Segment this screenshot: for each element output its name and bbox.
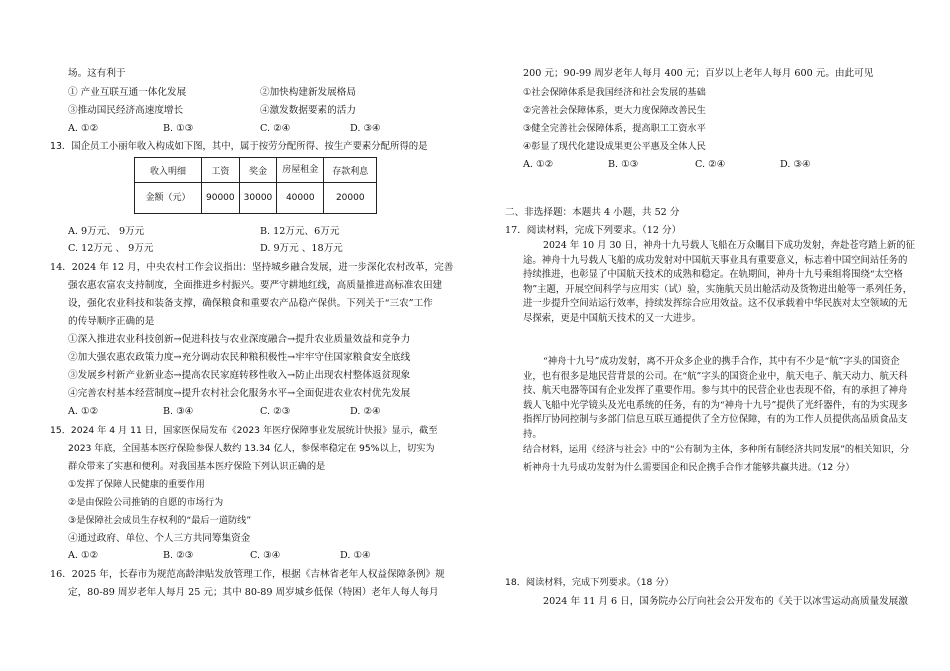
q15-option-4: ④通过政府、单位、个人三方共同筹集资金 [68,533,251,544]
q13-answer-c: C. 12万元 、 9万元 [68,243,154,254]
section-2-heading: 二、非选择题：本题共 4 小题，共 52 分 [505,207,680,218]
q16-answer-c: C. ②④ [695,159,726,170]
table-cell: 90000 [202,183,240,214]
q12-answer-b: B. ①③ [163,123,194,134]
table-cell: 20000 [324,183,377,214]
q16-answer-b: B. ①③ [608,159,639,170]
table-header-cell: 工资 [202,158,240,183]
income-table [134,157,377,214]
q15-option-3: ③是保障社会成员生存权利的“最后一道防线” [68,515,252,526]
q12-answer-c: C. ②④ [260,123,291,134]
q15-option-1: ①发挥了保障人民健康的重要作用 [68,479,205,490]
q15-line-3: 群众带来了实惠和便利。对我国基本医疗保险下列认识正确的是 [68,461,326,472]
q14-answer-b: B. ③④ [163,406,194,417]
q16-line-1: 16．2025 年，长春市为规范高龄津贴发放管理工作，根据《吉林省老年人权益保障条例》规 [50,569,445,580]
q12-tail: 场。这有利于 [68,68,126,79]
q15-answer-b: B. ②③ [163,550,194,561]
table-cell: 30000 [239,183,277,214]
table-header-cell: 存款利息 [324,158,377,183]
q12-option-2: ②加快构建新发展格局 [260,87,356,98]
q16-continuation: 200 元；90-99 周岁老年人每月 400 元；百岁以上老年人每月 600 元。由此可见 [523,68,874,79]
q14-answer-d: D. ②④ [350,406,381,417]
q15-answer-a: A. ①② [68,550,99,561]
q15-line-2: 2023 年底，全国基本医疗保险参保人数约 13.34 亿人，参保率稳定在 95%以上，切实为 [68,443,435,454]
q16-answer-d: D. ③④ [780,159,811,170]
table-row-label: 金额（元） [135,183,202,214]
q14-option-3: ③发展乡村新产业新业态→提高农民家庭转移性收入→防止出现农村整体返贫现象 [68,370,411,381]
q16-option-2: ②完善社会保障体系，更大力度保障改善民生 [523,105,706,116]
q13-answer-b: B. 12万元、6万元 [260,226,340,237]
table-header-cell: 奖金 [239,158,277,183]
q14-option-2: ②加大强农惠农政策力度→充分调动农民种粮积极性→牢牢守住国家粮食安全底线 [68,352,411,363]
q12-answer-d: D. ③④ [350,123,381,134]
table-header-cell: 房屋租金 [277,158,324,183]
q13-answer-a: A. 9万元、 9万元 [68,226,145,237]
q18-material-paragraph-1: 2024 年 11 月 6 日，国务院办公厅向社会公开发布的《关于以冰雪运动高质量发展激 [543,596,908,607]
q14-option-1: ①深入推进农业科技创新→促进科技与农业深度融合→提升农业质量效益和竞争力 [68,334,411,345]
q16-option-4: ④彰显了现代化建设成果更公平惠及全体人民 [523,141,706,152]
q14-line-1: 14．2024 年 12 月，中央农村工作会议指出：坚持城乡融合发展，进一步深化农村改革，完善 [50,262,454,273]
q16-answer-a: A. ①② [523,159,554,170]
q15-answer-c: C. ③④ [250,550,281,561]
q14-line-3: 设，强化农业科技和装备支撑，确保粮食和重要农产品稳产保供。下列关于“三农”工作 [68,298,433,309]
q13-answer-d: D. 9万元 、18万元 [260,243,343,254]
q17-heading: 17．阅读材料，完成下列要求。（12 分） [505,225,682,236]
q17-requirement: 结合材料，运用《经济与社会》中的“公有制为主体，多种所有制经济共同发展”的相关知识，分析神舟十九号成功发射为什么需要国企和民企携手合作才能够共赢共进。（12 分） [523,444,910,473]
q17-material-paragraph-1: 2024 年 10 月 30 日，神舟十九号载人飞船在万众瞩目下成功发射，奔赴苍穹踏上新的征途。神舟十九号载人飞船的成功发射对中国航天事业具有重要意义，标志着中国空间站任务的持续推进，也彰显了中国航天技术的成熟和稳定。在轨期间，神舟十九号乘组将围绕“太空格物”主题，开展空间科学与应用实（试）验，实施航天员出舱活动及货物进出舱等一系列任务，进一步提升空间站运行效率，持续发挥综合应用效益。这不仅承载着中华民族对太空领域的无尽探索，更是中国航天技术的又一大进步。 [523,240,915,324]
table-header-cell: 收入明细 [135,158,202,183]
q13-stem: 13．国企员工小丽年收入构成如下图，其中，属于按劳分配所得、按生产要素分配所得的是 [50,141,428,152]
q12-answer-a: A. ①② [68,123,99,134]
q17-material-paragraph-2: “神舟十九号”成功发射，离不开众多企业的携手合作，其中有不少是“航”字头的国资企业，也有很多是地民营背景的公司。在“航”字头的国资企业中，航天电子、航天动力、航天科技、航天电器等国有企业发挥了重要作用。参与其中的民营企业也表现不俗，有的承担了神舟载人飞船中光学镜头及光电系统的任务，有的为“神舟十九号”提供了光纤器件，有的为实现多指挥厅协同控制与多部门信息互联互通提供了全方位保障，有的为工作人员提供高品质食品支持。 [523,356,908,440]
q14-answer-c: C. ②③ [260,406,291,417]
q14-line-2: 强农惠农富农支持制度，全面推进乡村振兴。要严守耕地红线，高质量推进高标准农田建 [68,280,443,291]
q14-line-4: 的传导顺序正确的是 [68,316,155,327]
q15-option-2: ②是由保险公司推销的自愿的市场行为 [68,497,224,508]
q16-option-3: ③健全完善社会保障体系，提高职工工资水平 [523,123,706,134]
q18-heading: 18．阅读材料，完成下列要求。（18 分） [505,577,674,588]
q16-line-2: 定，80-89 周岁老年人每月 25 元；其中 80-89 周岁城乡低保（特困）老年人每人每月 [68,587,439,598]
q14-option-4: ④完善农村基本经营制度→提升农村社会化服务水平→全面促进农业农村优先发展 [68,388,411,399]
table-cell: 40000 [277,183,324,214]
q14-answer-a: A. ①② [68,406,99,417]
q15-line-1: 15．2024 年 4 月 11 日，国家医保局发布《2023 年医疗保障事业发展统计快报》显示，截至 [50,425,438,436]
q12-option-3: ③推动国民经济高速度增长 [68,105,184,116]
q12-option-4: ④激发数据要素的活力 [260,105,356,116]
q15-answer-d: D. ①④ [340,550,371,561]
q16-option-1: ①社会保障体系是我国经济和社会发展的基础 [523,87,706,98]
q12-option-1: ① 产业互联互通一体化发展 [68,87,187,98]
